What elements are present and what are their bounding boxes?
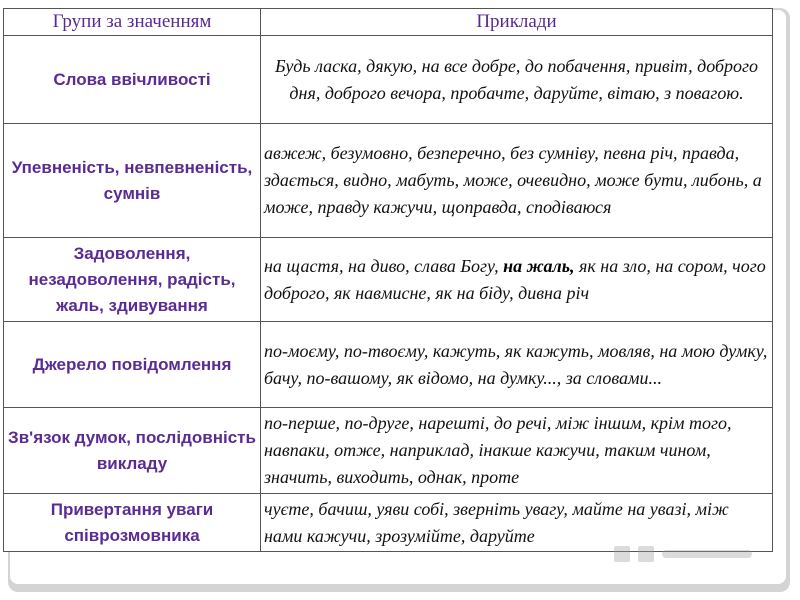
group-cell: Зв'язок думок, послідовність викладу bbox=[4, 408, 261, 494]
examples-cell: по-перше, по-друге, нарешті, до речі, між іншим, крім того, навпаки, отже, наприклад, інакше кажучи, таким чином, значить, виходить, однак, проте bbox=[261, 408, 773, 494]
group-cell: Упевненість, невпевненість, сумнів bbox=[4, 124, 261, 238]
table-row bbox=[4, 408, 773, 494]
examples-text: на щастя, на диво, слава Богу, bbox=[264, 255, 504, 276]
examples-emphasis: на жаль, bbox=[503, 255, 575, 276]
examples-cell: Будь ласка, дякую, на все добре, до побачення, привіт, доброго дня, доброго вечора, пробачте, даруйте, вітаю, з повагою. bbox=[261, 36, 773, 124]
table-row bbox=[4, 124, 773, 238]
table-row bbox=[4, 322, 773, 408]
table-row bbox=[4, 36, 773, 124]
examples-cell: чуєте, бачиш, уяви собі, зверніть увагу, майте на увазі, між нами кажучи, зрозумійте, даруйте bbox=[261, 494, 773, 552]
table-row bbox=[4, 238, 773, 322]
header-examples: Приклади bbox=[261, 9, 773, 36]
group-cell: Задоволення, незадоволення, радість, жаль, здивування bbox=[4, 238, 261, 322]
examples-cell bbox=[261, 238, 773, 322]
table-header-row bbox=[4, 9, 773, 36]
group-cell: Привертання уваги співрозмовника bbox=[4, 494, 261, 552]
phrases-table bbox=[3, 8, 773, 552]
group-cell: Джерело повідомлення bbox=[4, 322, 261, 408]
examples-text: як на зло, на сором, чого доброго, як навмисне, як на біду, дивна річ bbox=[264, 255, 766, 303]
group-cell: Слова ввічливості bbox=[4, 36, 261, 124]
examples-cell: по-моєму, по-твоєму, кажуть, як кажуть, мовляв, на мою думку, бачу, по-вашому, як відомо, на думку..., за словами... bbox=[261, 322, 773, 408]
decorative-ornament-icon bbox=[612, 540, 762, 570]
header-groups: Групи за значенням bbox=[4, 9, 261, 36]
examples-cell: авжеж, безумовно, безперечно, без сумніву, певна річ, правда, здається, видно, мабуть, може, очевидно, може бути, либонь, а може, правду кажучи, щоправда, сподіваюся bbox=[261, 124, 773, 238]
